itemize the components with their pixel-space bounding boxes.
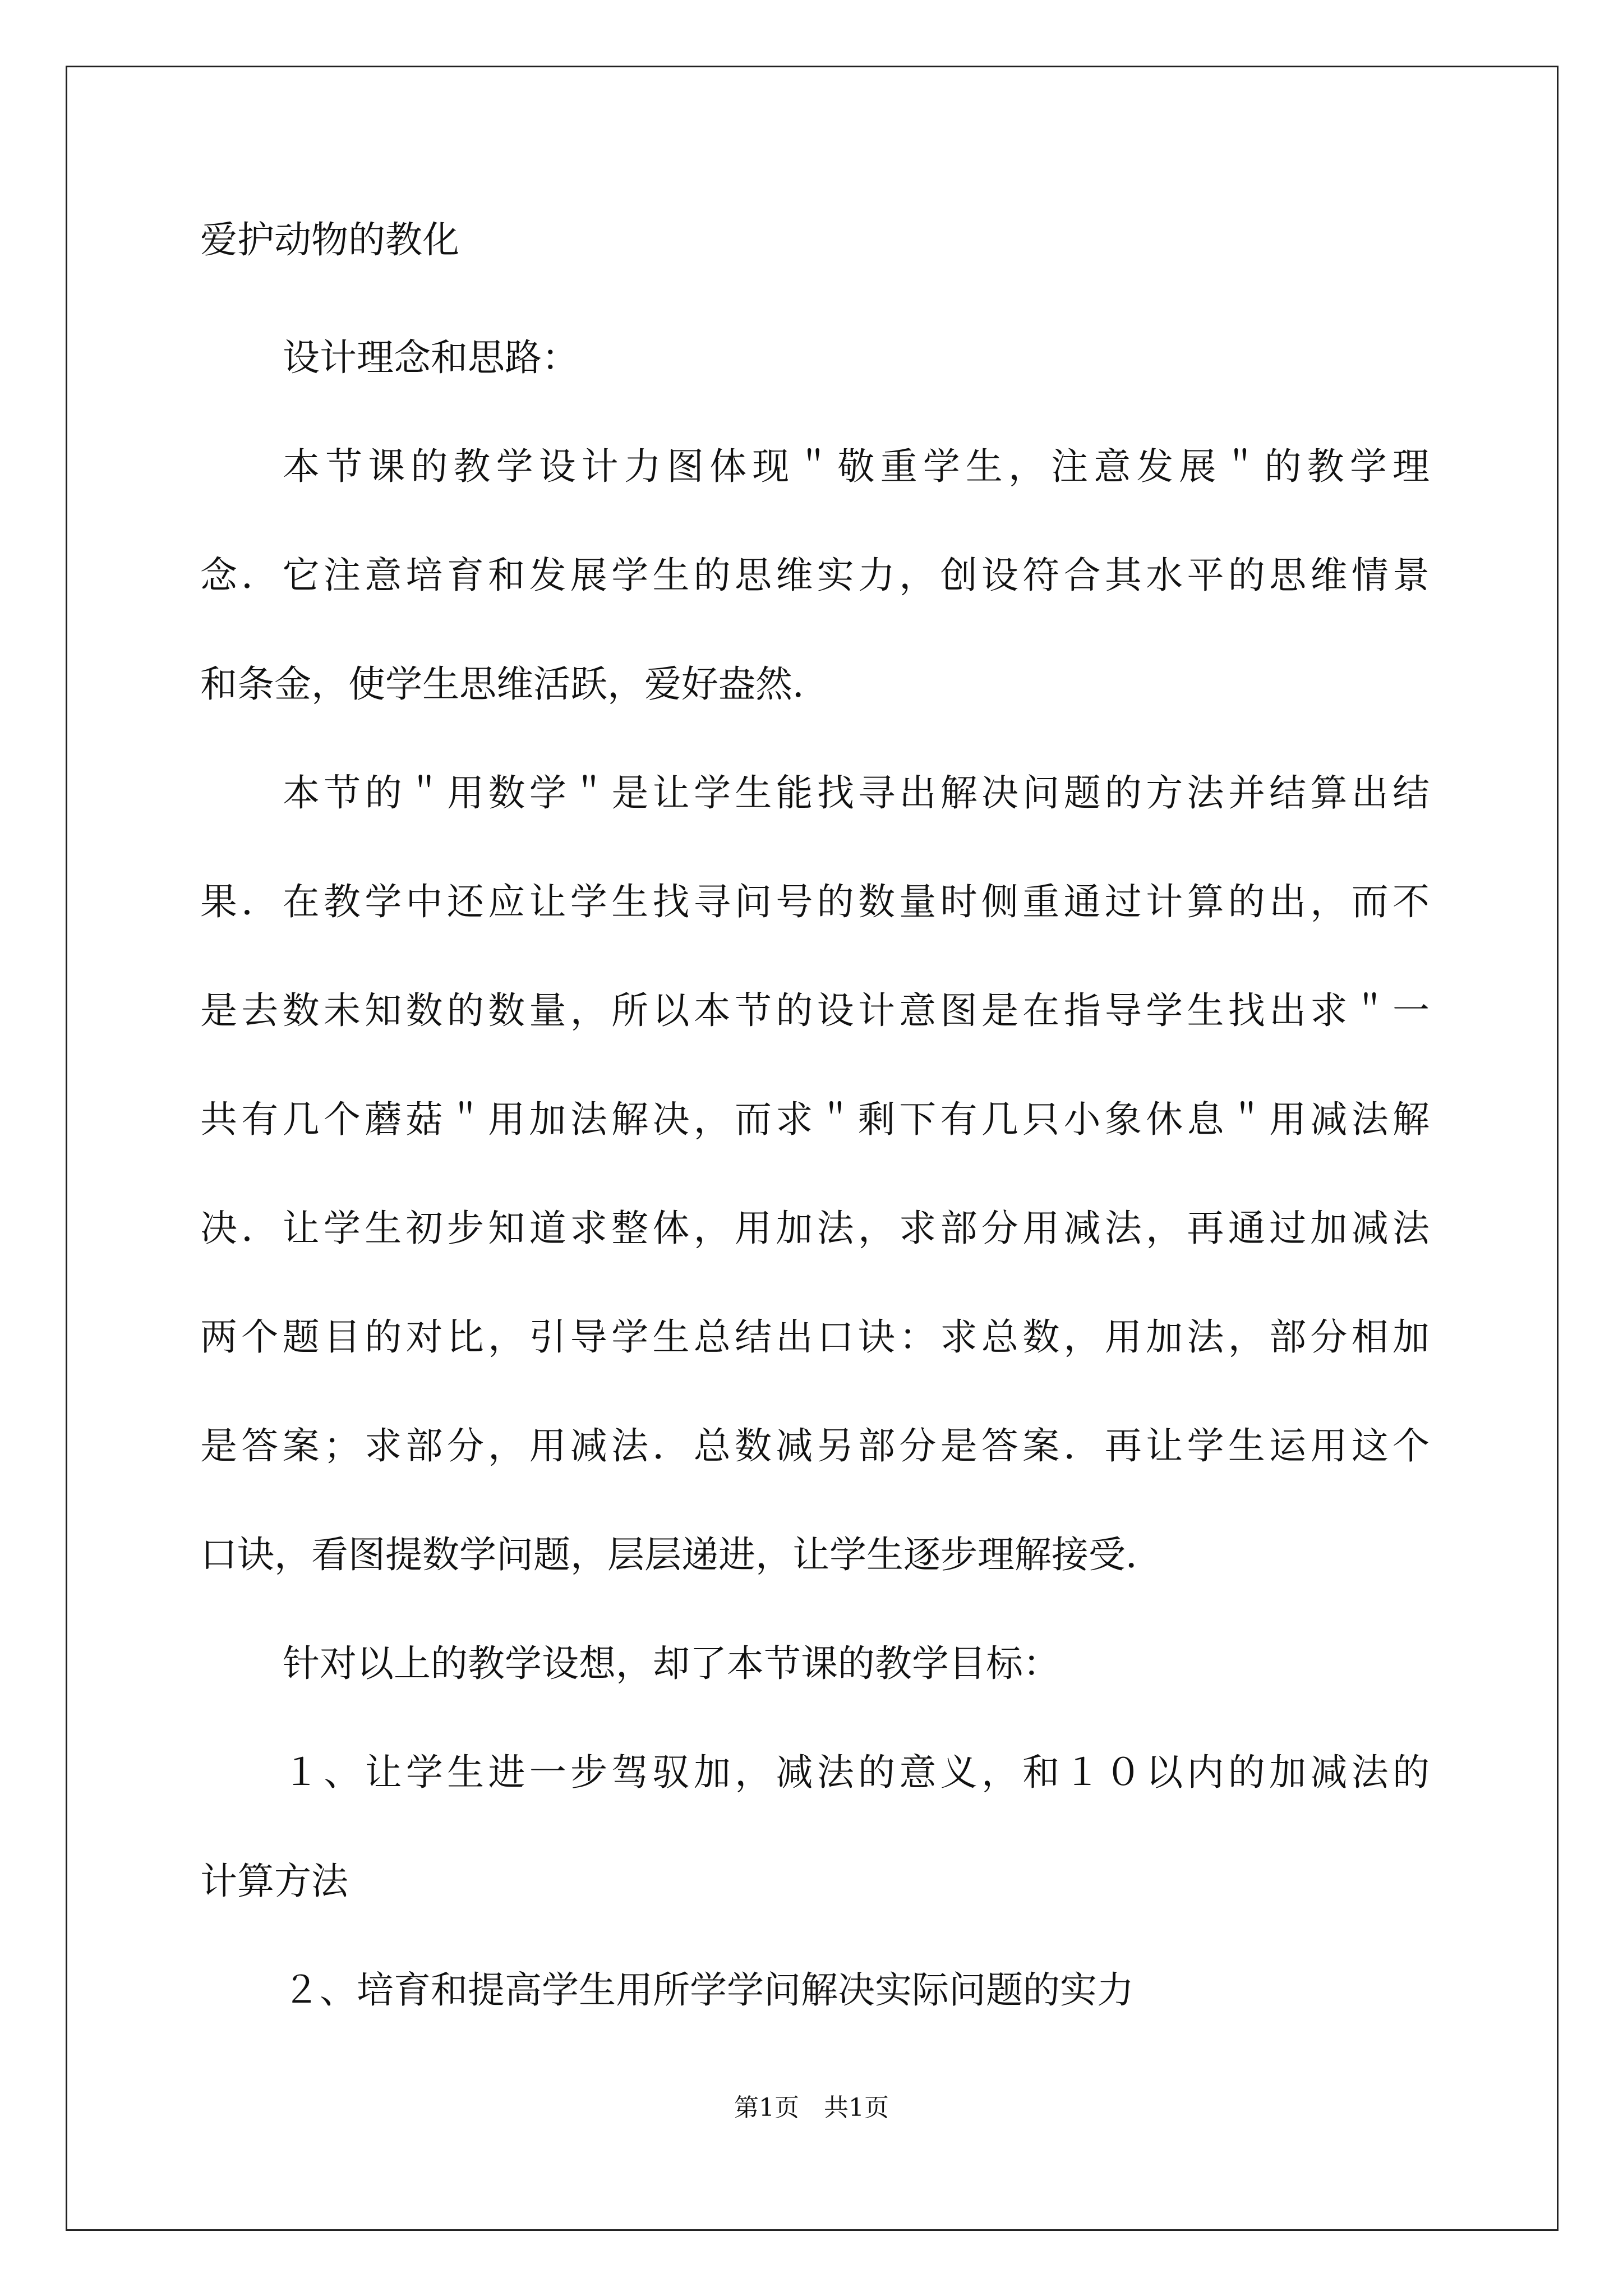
document-title: 爱护动物的教化 bbox=[200, 218, 459, 261]
paragraph-line: 本节的＂用数学＂是让学生能找寻出解决问题的方法并结算出结 bbox=[283, 771, 1430, 815]
paragraph-line: 口诀，看图提数学问题，层层递进，让学生逐步理解接受． bbox=[200, 1533, 1163, 1576]
paragraph-line: 果．在教学中还应让学生找寻问号的数量时侧重通过计算的出，而不 bbox=[200, 880, 1430, 923]
paragraph-line: 是答案；求部分，用减法．总数减另部分是答案．再让学生运用这个 bbox=[200, 1424, 1430, 1467]
paragraph-line: 共有几个蘑菇＂用加法解决，而求＂剩下有几只小象休息＂用减法解 bbox=[200, 1098, 1430, 1141]
page-border bbox=[66, 66, 1559, 2231]
paragraph-line: 决．让学生初步知道求整体，用加法，求部分用减法，再通过加减法 bbox=[200, 1207, 1430, 1250]
page-number-footer: 第1页 共1页 bbox=[734, 2093, 889, 2122]
objective-item: １、让学生进一步驾驭加，减法的意义，和１０以内的加减法的 bbox=[283, 1751, 1430, 1794]
paragraph-line: 是去数未知数的数量，所以本节的设计意图是在指导学生找出求＂一 bbox=[200, 989, 1430, 1032]
paragraph-line: 和条金，使学生思维活跃，爱好盎然． bbox=[200, 662, 829, 706]
section-heading: 设计理念和思路： bbox=[283, 336, 579, 379]
objective-item: ２、培育和提高学生用所学学问解决实际问题的实力 bbox=[283, 1968, 1134, 2012]
paragraph-line: 本节课的教学设计力图体现＂敬重学生，注意发展＂的教学理 bbox=[283, 445, 1430, 488]
paragraph-line: 针对以上的教学设想，却了本节课的教学目标： bbox=[283, 1642, 1060, 1685]
paragraph-line: 两个题目的对比，引导学生总结出口诀：求总数，用加法，部分相加 bbox=[200, 1315, 1430, 1359]
objective-item-continued: 计算方法 bbox=[200, 1860, 348, 1903]
paragraph-line: 念．它注意培育和发展学生的思维实力，创设符合其水平的思维情景 bbox=[200, 554, 1430, 597]
